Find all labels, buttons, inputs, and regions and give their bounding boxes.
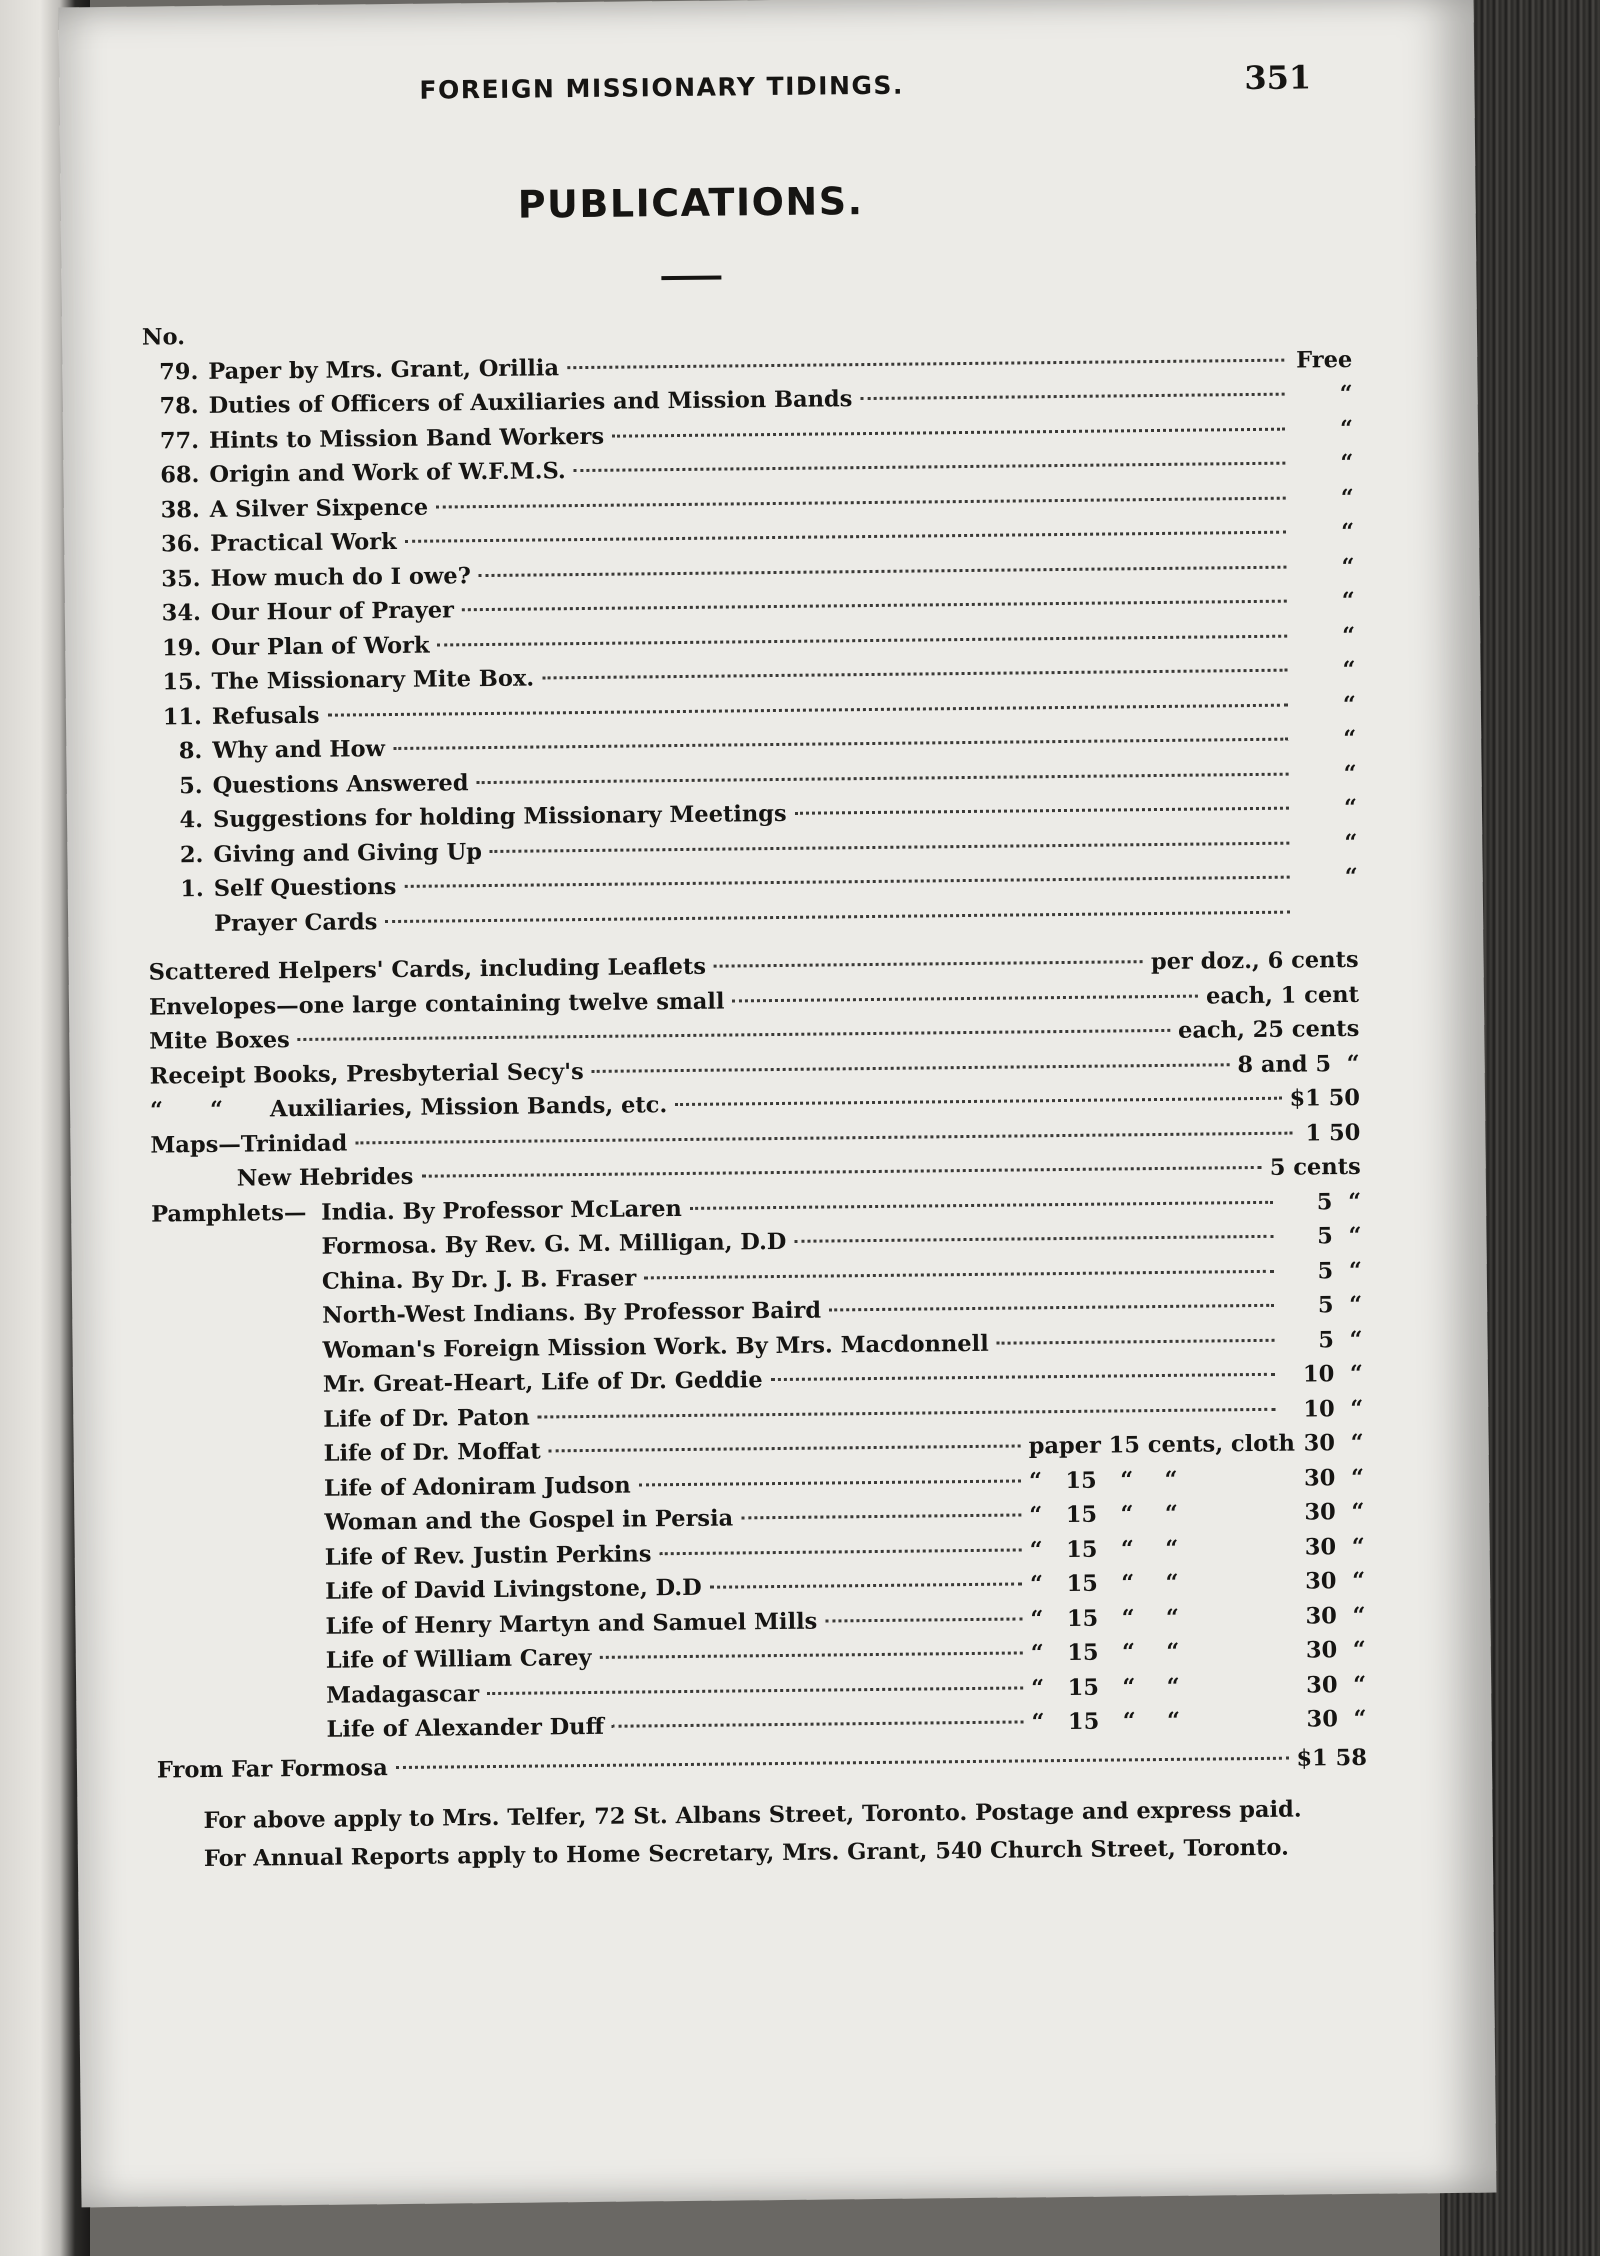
pamphlet-paper-price: “ 15 “ “ xyxy=(1031,1673,1180,1701)
leader-dots xyxy=(404,876,1289,888)
supply-label: “ “ Auxiliaries, Mission Bands, etc. xyxy=(149,1092,668,1124)
running-head: FOREIGN MISSIONARY TIDINGS. xyxy=(419,70,905,105)
leaflet-price xyxy=(1298,918,1358,919)
supply-price: each, 1 cent xyxy=(1205,981,1360,1010)
pamphlet-title: Mr. Great-Heart, Life of Dr. Geddie xyxy=(322,1367,763,1398)
page-title: PUBLICATIONS. xyxy=(517,179,864,227)
pamphlets-label-spacer xyxy=(152,1288,322,1290)
pamphlets-label-spacer xyxy=(154,1461,324,1463)
pamphlets-label: Pamphlets— xyxy=(151,1199,307,1228)
leaflet-number: 19. xyxy=(161,634,202,661)
pamphlets-label-spacer xyxy=(152,1254,322,1256)
leaflet-list xyxy=(142,346,1358,945)
leaflet-number: 36. xyxy=(160,531,201,558)
leader-dots xyxy=(732,994,1198,1002)
pamphlets-label-spacer xyxy=(156,1702,326,1704)
publications-list xyxy=(142,312,1368,1876)
leaflet-number: 79. xyxy=(159,358,199,385)
pamphlet-title: Life of Henry Martyn and Samuel Mills xyxy=(325,1608,818,1640)
pamphlet-paper-price: paper 15 cents, cloth xyxy=(1028,1430,1296,1460)
pamphlets-label-spacer xyxy=(152,1323,322,1325)
leader-dots xyxy=(479,565,1287,576)
pamphlet-title: Madagascar xyxy=(326,1680,480,1709)
pamphlets-label-spacer xyxy=(156,1633,326,1635)
leader-dots xyxy=(795,807,1289,815)
leaflet-number: 15. xyxy=(162,669,202,696)
pamphlet-cloth-price: 30 “ xyxy=(1305,1636,1366,1664)
supply-price: 1 50 xyxy=(1305,1119,1361,1146)
leaflet-price: Free xyxy=(1296,346,1353,374)
leaflet-price: “ xyxy=(1341,587,1355,615)
pamphlet-title: Life of David Livingstone, D.D xyxy=(324,1574,702,1605)
leaflet-price: “ xyxy=(1340,484,1354,511)
leaflet-number xyxy=(148,930,214,931)
leader-dots xyxy=(462,600,1287,612)
pamphlet-title: Woman and the Gospel in Persia xyxy=(324,1505,734,1536)
pamphlet-cloth-price: 30 “ xyxy=(1303,1464,1365,1492)
leaflet-number: 1. xyxy=(180,875,204,903)
pamphlets-label-spacer xyxy=(153,1357,323,1359)
leader-dots xyxy=(436,496,1286,508)
leader-dots xyxy=(355,1131,1292,1144)
leaflet-title: Hints to Mission Band Workers xyxy=(208,423,605,454)
leader-dots xyxy=(542,669,1287,680)
supply-price: $1 50 xyxy=(1289,1084,1361,1112)
leader-dots xyxy=(825,1617,1022,1622)
supply-label: Mite Boxes xyxy=(149,1027,290,1055)
pamphlet-paper-price: “ 15 “ “ xyxy=(1029,1500,1178,1529)
leader-dots xyxy=(476,772,1288,784)
pamphlet-cloth-price: 30 “ xyxy=(1306,1671,1367,1698)
supplies-list xyxy=(148,947,1360,1201)
far-formosa-price: $1 58 xyxy=(1296,1744,1368,1772)
pamphlet-cloth-price: 10 “ xyxy=(1302,1360,1364,1388)
leader-dots xyxy=(393,738,1288,750)
pamphlet-cloth-price: 30 “ xyxy=(1305,1567,1366,1595)
pamphlets-label-spacer xyxy=(153,1426,323,1428)
leaflet-price: “ xyxy=(1344,829,1358,856)
leader-dots xyxy=(644,1269,1274,1279)
leaflet-number: 68. xyxy=(160,462,200,489)
leaflet-number: 77. xyxy=(159,427,200,454)
pamphlet-cloth-price: 5 “ xyxy=(1317,1222,1362,1250)
leaflet-price: “ xyxy=(1343,725,1357,753)
leaflet-price: “ xyxy=(1339,380,1353,408)
leaflet-price: “ xyxy=(1339,415,1354,442)
leader-dots xyxy=(690,1200,1273,1209)
pamphlet-title: Life of Dr. Paton xyxy=(323,1404,530,1433)
leader-dots xyxy=(396,1756,1289,1768)
leaflet-price: “ xyxy=(1342,622,1356,649)
pamphlet-cloth-price: 30 “ xyxy=(1305,1602,1366,1629)
leader-dots xyxy=(675,1097,1281,1106)
pamphlet-paper-price: “ 15 “ “ xyxy=(1028,1466,1178,1494)
leaflet-title: Practical Work xyxy=(210,528,397,557)
pamphlet-cloth-price: 10 “ xyxy=(1303,1395,1364,1423)
pamphlet-cloth-price: 5 “ xyxy=(1318,1326,1363,1353)
note-apply: For above apply to Mrs. Telfer, 72 St. Albans Street, Toronto. Postage and express paid. xyxy=(203,1796,1302,1835)
leaflet-price: “ xyxy=(1340,518,1355,546)
supply-label: Envelopes—one large containing twelve small xyxy=(148,988,725,1021)
leader-dots xyxy=(298,1029,1170,1041)
leaflet-title: Duties of Officers of Auxiliaries and Mission Bands xyxy=(208,386,853,419)
leaflet-price: “ xyxy=(1343,760,1357,787)
far-formosa-row xyxy=(157,1744,1367,1791)
leaflet-price: “ xyxy=(1344,863,1358,891)
leaflet-number: 35. xyxy=(161,565,201,592)
supply-label: Maps—Trinidad xyxy=(150,1130,348,1159)
pamphlet-title: Life of Dr. Moffat xyxy=(323,1438,541,1467)
page-header xyxy=(59,58,1474,120)
pamphlet-paper-price: “ 15 “ “ xyxy=(1029,1569,1179,1598)
pamphlet-title: India. By Professor McLaren xyxy=(321,1195,682,1226)
pamphlet-title: Life of Alexander Duff xyxy=(326,1713,605,1743)
book-page xyxy=(59,0,1497,2207)
column-header-no: No. xyxy=(141,324,186,351)
leader-dots xyxy=(612,427,1285,437)
pamphlets-label-spacer xyxy=(153,1392,323,1394)
leaflet-title: Our Plan of Work xyxy=(211,632,430,661)
leaflet-number: 8. xyxy=(178,738,203,765)
pamphlet-paper-price: “ 15 “ “ xyxy=(1029,1535,1179,1563)
leaflet-title: How much do I owe? xyxy=(210,562,471,592)
leader-dots xyxy=(327,703,1287,716)
page-number: 351 xyxy=(1244,58,1312,98)
pamphlets-label-spacer xyxy=(157,1737,327,1739)
leaflet-number: 11. xyxy=(162,703,203,730)
pamphlets-label-spacer xyxy=(154,1530,324,1532)
pamphlet-title: Formosa. By Rev. G. M. Milligan, D.D xyxy=(321,1228,787,1260)
leader-dots xyxy=(612,1720,1024,1727)
pamphlet-title: China. By Dr. J. B. Fraser xyxy=(321,1264,637,1295)
leaflet-number: 38. xyxy=(160,496,200,523)
pamphlet-cloth-price: 5 “ xyxy=(1317,1257,1362,1284)
leaflet-number: 78. xyxy=(159,393,199,420)
pamphlets-label-spacer xyxy=(155,1564,325,1566)
leaflet-title: The Missionary Mite Box. xyxy=(211,665,535,695)
leader-dots xyxy=(567,358,1284,369)
leaflet-title: Suggestions for holding Missionary Meetings xyxy=(212,800,787,833)
pamphlet-title: North-West Indians. By Professor Baird xyxy=(322,1297,822,1329)
leaflet-number: 5. xyxy=(179,772,203,799)
leaflet-title: Origin and Work of W.F.M.S. xyxy=(209,458,566,488)
leader-dots xyxy=(405,531,1286,543)
pamphlet-paper-price: “ 15 “ “ xyxy=(1030,1638,1180,1667)
pamphlet-cloth-price: 5 “ xyxy=(1317,1291,1363,1319)
leader-dots xyxy=(710,1582,1022,1588)
title-rule xyxy=(661,276,721,281)
leader-dots xyxy=(794,1235,1273,1243)
note-reports: For Annual Reports apply to Home Secretary, Mrs. Grant, 540 Church Street, Toronto. xyxy=(203,1834,1289,1873)
leaflet-title: Questions Answered xyxy=(212,769,469,799)
supply-price: 8 and 5 “ xyxy=(1237,1050,1360,1078)
leaflet-title: Our Hour of Prayer xyxy=(210,597,455,626)
pamphlet-paper-price: “ 15 “ “ xyxy=(1030,1604,1180,1632)
pamphlets-label-spacer xyxy=(155,1599,325,1601)
leader-dots xyxy=(574,462,1286,472)
leader-dots xyxy=(385,910,1290,922)
leaflet-price: “ xyxy=(1341,553,1355,580)
leaflet-title: Refusals xyxy=(211,702,320,730)
leaflet-title: Paper by Mrs. Grant, Orillia xyxy=(208,354,560,385)
leaflet-title: Giving and Giving Up xyxy=(213,838,483,868)
supply-price: each, 25 cents xyxy=(1177,1015,1360,1044)
leader-dots xyxy=(549,1444,1021,1452)
leader-dots xyxy=(487,1686,1023,1695)
leaflet-price: “ xyxy=(1340,449,1354,477)
far-formosa-title: From Far Formosa xyxy=(156,1754,388,1784)
pamphlet-title: Woman's Foreign Mission Work. By Mrs. Macdonnell xyxy=(322,1330,989,1364)
leaflet-price: “ xyxy=(1342,691,1357,718)
pamphlets-label-spacer xyxy=(154,1495,324,1497)
leaflet-title: Prayer Cards xyxy=(213,908,378,937)
pamphlet-cloth-price: 5 “ xyxy=(1316,1188,1362,1215)
leader-dots xyxy=(490,841,1290,852)
pamphlets-label-spacer xyxy=(156,1668,326,1670)
leader-dots xyxy=(592,1063,1230,1073)
pamphlet-title: Life of William Carey xyxy=(325,1644,592,1674)
pamphlet-list xyxy=(151,1188,1367,1753)
leaflet-number: 4. xyxy=(179,807,204,834)
leader-dots xyxy=(829,1304,1274,1312)
leader-dots xyxy=(538,1407,1276,1418)
leader-dots xyxy=(659,1548,1021,1555)
pamphlet-cloth-price: 30 “ xyxy=(1304,1498,1365,1526)
leaflet-number: 34. xyxy=(161,600,202,627)
supply-price: 5 cents xyxy=(1269,1153,1361,1181)
leaflet-title: Self Questions xyxy=(213,873,397,902)
leaflet-title: A Silver Sixpence xyxy=(209,494,429,523)
leader-dots xyxy=(860,393,1284,400)
pamphlet-paper-price: “ 15 “ “ xyxy=(1031,1707,1181,1736)
leaflet-price: “ xyxy=(1342,656,1356,684)
leader-dots xyxy=(437,634,1287,646)
leaflet-number: 2. xyxy=(179,841,204,868)
pamphlet-title: Life of Rev. Justin Perkins xyxy=(324,1540,652,1571)
leader-dots xyxy=(600,1651,1023,1658)
pamphlet-cloth-price: 30 “ xyxy=(1306,1705,1367,1733)
leaflet-price: “ xyxy=(1343,794,1358,822)
pamphlet-cloth-price: 30 “ xyxy=(1304,1533,1365,1561)
supply-label: Receipt Books, Presbyterial Secy's xyxy=(149,1058,584,1090)
supply-label: Scattered Helpers' Cards, including Leaflets xyxy=(148,953,707,986)
leader-dots xyxy=(997,1338,1275,1344)
leader-dots xyxy=(741,1513,1021,1519)
leader-dots xyxy=(771,1373,1275,1381)
supply-price: per doz., 6 cents xyxy=(1150,946,1359,976)
pamphlet-title: Life of Adoniram Judson xyxy=(323,1472,631,1502)
leader-dots xyxy=(421,1166,1262,1178)
pamphlet-cloth-price: 30 “ xyxy=(1303,1429,1364,1457)
leader-dots xyxy=(639,1479,1021,1486)
supply-label: New Hebrides xyxy=(236,1163,414,1192)
leader-dots xyxy=(714,960,1143,967)
leaflet-title: Why and How xyxy=(212,736,386,764)
